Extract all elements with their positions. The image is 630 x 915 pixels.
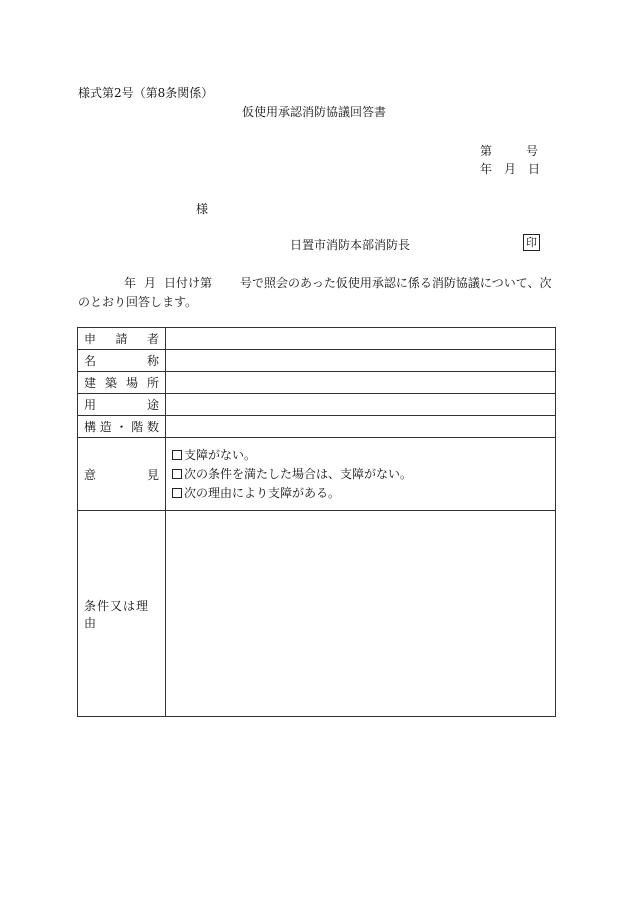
row-location	[78, 372, 556, 394]
label-structure-chars: 構 造 ・ 階 数	[84, 420, 159, 434]
body-year: 年	[124, 276, 137, 290]
document-title: 仮使用承認消防協議回答書	[242, 105, 387, 119]
label-use	[78, 394, 166, 416]
body-dated-no: 日付け第	[164, 276, 213, 290]
row-name	[78, 350, 556, 372]
option-obstacle[interactable]: 次の理由により支障がある。	[172, 484, 549, 503]
date-month: 月	[504, 162, 517, 176]
label-name-chars: 名 称	[84, 354, 159, 368]
applicant-value[interactable]	[166, 328, 556, 350]
label-location-chars: 建 築 場 所	[84, 376, 159, 390]
date-year: 年	[480, 162, 493, 176]
date-field	[480, 160, 540, 177]
option-no-obstacle[interactable]: 支障がない。	[172, 446, 549, 465]
label-opinion	[78, 438, 166, 511]
body-text	[78, 274, 553, 312]
number-suffix: 号	[526, 144, 539, 158]
checkbox-icon[interactable]	[172, 450, 182, 460]
opinion-options	[166, 438, 556, 511]
row-reason	[78, 511, 556, 717]
body-continuation: 号で照会のあった仮使用承認に係る消防協議について、次のとおり回答します。	[78, 276, 552, 309]
number-prefix: 第	[480, 144, 493, 158]
recipient-suffix: 様	[196, 202, 209, 216]
seal-stamp: 印	[523, 234, 540, 251]
row-use	[78, 394, 556, 416]
row-structure	[78, 416, 556, 438]
label-opinion-chars: 意 見	[84, 467, 159, 482]
checkbox-icon[interactable]	[172, 488, 182, 498]
structure-value[interactable]	[166, 416, 556, 438]
reason-value[interactable]	[166, 511, 556, 717]
document-number-field	[480, 142, 538, 159]
date-day: 日	[528, 162, 541, 176]
label-location	[78, 372, 166, 394]
checkbox-icon[interactable]	[172, 469, 182, 479]
label-applicant-chars: 申 請 者	[84, 332, 159, 346]
consultation-table	[77, 327, 556, 717]
sender-name: 日置市消防本部消防長	[290, 238, 411, 252]
body-month: 月	[144, 276, 157, 290]
label-structure	[78, 416, 166, 438]
label-name	[78, 350, 166, 372]
row-applicant	[78, 328, 556, 350]
form-number: 様式第2号（第8条関係）	[78, 86, 214, 100]
location-value[interactable]	[166, 372, 556, 394]
row-opinion	[78, 438, 556, 511]
use-value[interactable]	[166, 394, 556, 416]
option-conditional[interactable]: 次の条件を満たした場合は、支障がない。	[172, 465, 549, 484]
label-use-chars: 用 途	[84, 398, 159, 412]
label-applicant	[78, 328, 166, 350]
name-value[interactable]	[166, 350, 556, 372]
label-reason: 条件又は理由	[78, 511, 166, 717]
